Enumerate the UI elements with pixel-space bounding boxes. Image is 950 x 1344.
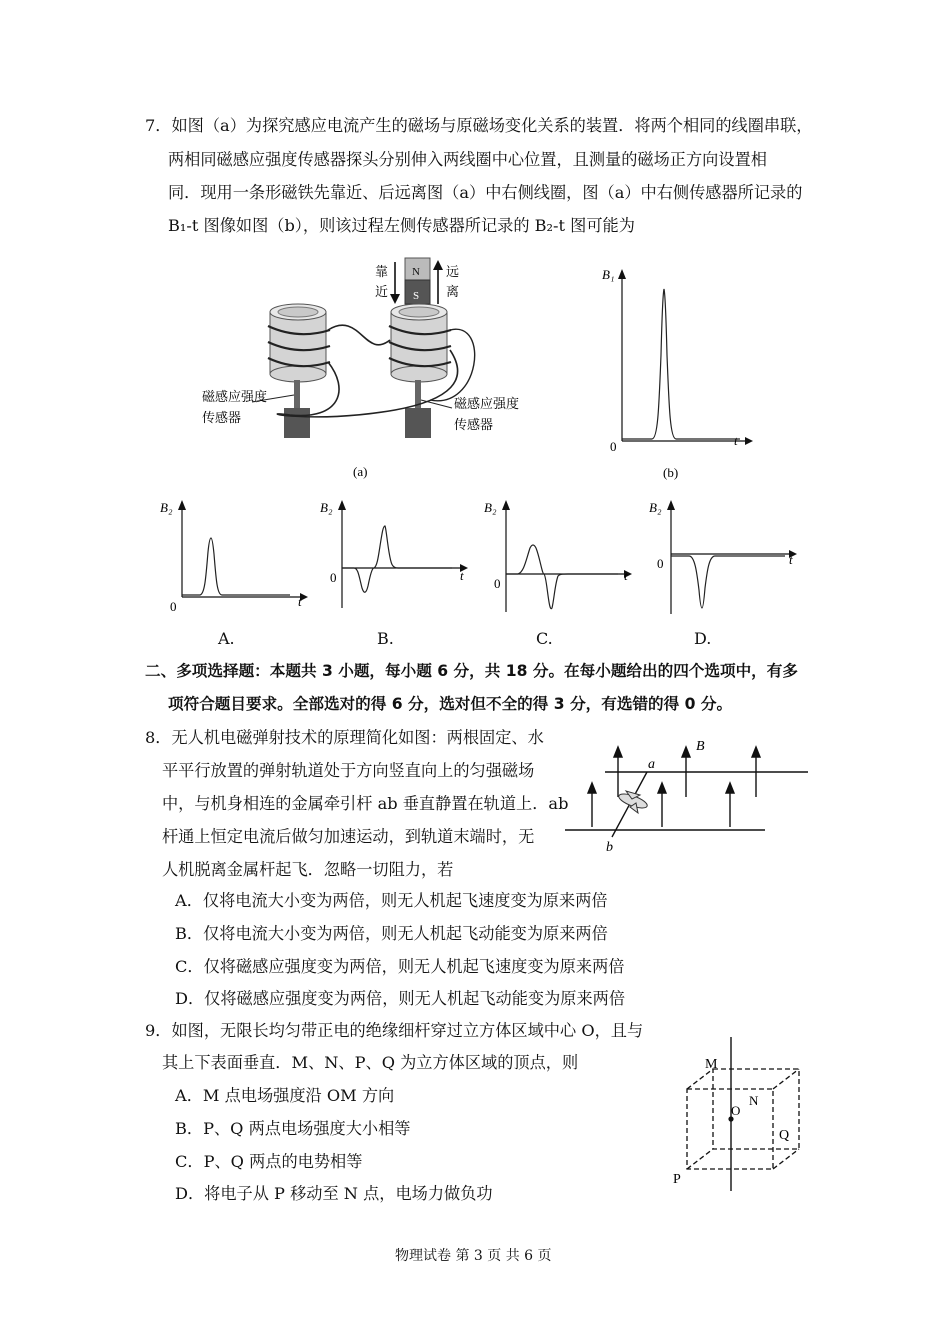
q8-option-a: A．仅将电流大小变为两倍，则无人机起飞速度变为原来两倍 bbox=[175, 891, 608, 910]
q7-line-2: 两相同磁感应强度传感器探头分别伸入两线圈中心位置，且测量的磁场正方向设置相 bbox=[168, 150, 767, 169]
bar-magnet bbox=[405, 258, 430, 304]
option-b-letter: B. bbox=[377, 629, 394, 648]
option-d-graph bbox=[645, 490, 815, 620]
option-c-letter: C. bbox=[536, 629, 553, 648]
option-b-graph bbox=[312, 490, 482, 615]
option-a-graph bbox=[150, 490, 320, 615]
q9-line-2: 其上下表面垂直．M、N、P、Q 为立方体区域的顶点，则 bbox=[162, 1053, 579, 1072]
q8-line-4: 杆通上恒定电流后做匀加速运动，到轨道末端时，无 bbox=[162, 827, 535, 846]
right-coil bbox=[389, 304, 451, 438]
option-d-ylabel: B₂ bbox=[649, 500, 662, 515]
option-b-xlabel: t bbox=[460, 568, 464, 583]
left-coil bbox=[268, 304, 330, 438]
option-a-ylabel: B₂ bbox=[160, 500, 173, 515]
q9-option-a: A．M 点电场强度沿 OM 方向 bbox=[175, 1086, 395, 1105]
magnet-n-label: N bbox=[412, 266, 420, 278]
q8-option-d: D．仅将磁感应强度变为两倍，则无人机起飞动能变为原来两倍 bbox=[175, 989, 626, 1008]
option-c-xlabel: t bbox=[624, 568, 628, 583]
figure-a-caption: (a) bbox=[353, 464, 368, 479]
page-footer: 物理试卷 第 3 页 共 6 页 bbox=[395, 1248, 552, 1264]
option-c-origin: 0 bbox=[494, 576, 501, 591]
q9-option-b: B．P、Q 两点电场强度大小相等 bbox=[175, 1119, 411, 1138]
q8-point-a-label: a bbox=[648, 757, 655, 772]
section2-line-2: 项符合题目要求。全部选对的得 6 分，选对但不全的得 3 分，有选错的得 0 分。 bbox=[168, 695, 733, 713]
figure-b-xlabel: t bbox=[734, 433, 738, 448]
option-d-letter: D. bbox=[694, 629, 712, 648]
magnetic-field-arrows bbox=[588, 747, 760, 827]
right-sensor-label-1: 磁感应强度 bbox=[454, 396, 520, 411]
figure-b-caption: (b) bbox=[663, 465, 679, 480]
q8-line-1: 8．无人机电磁弹射技术的原理简化如图：两根固定、水 bbox=[145, 728, 544, 747]
q8-line-5: 人机脱离金属杆起飞．忽略一切阻力，若 bbox=[162, 860, 454, 879]
q8-line-2: 平平行放置的弹射轨道处于方向竖直向上的匀强磁场 bbox=[162, 761, 535, 780]
q7-line-1: 7．如图（a）为探究感应电流产生的磁场与原磁场变化关系的装置．将两个相同的线圈串联， bbox=[145, 116, 813, 135]
figure-b-ylabel: B₁ bbox=[602, 267, 615, 282]
figure-a-coil-apparatus bbox=[190, 250, 550, 490]
magnet-s-label: S bbox=[413, 290, 420, 302]
option-a-xlabel: t bbox=[298, 594, 302, 609]
leave-label-1: 远 bbox=[446, 264, 460, 279]
figure-b-b1-graph bbox=[600, 255, 760, 485]
q8-rail-figure bbox=[560, 735, 820, 855]
option-a-letter: A. bbox=[218, 629, 235, 648]
figure-b-origin: 0 bbox=[610, 439, 617, 454]
vertex-m-label: M bbox=[705, 1057, 718, 1072]
option-c-ylabel: B₂ bbox=[484, 500, 497, 515]
vertex-p-label: P bbox=[673, 1172, 681, 1187]
approach-label-2: 近 bbox=[375, 284, 389, 299]
q9-option-d: D．将电子从 P 移动至 N 点，电场力做负功 bbox=[175, 1184, 493, 1203]
q9-line-1: 9．如图，无限长均匀带正电的绝缘细杆穿过立方体区域中心 O，且与 bbox=[145, 1021, 644, 1040]
q8-point-b-label: b bbox=[606, 840, 613, 855]
center-o-label: O bbox=[731, 1103, 741, 1118]
option-c-graph bbox=[478, 490, 648, 620]
q8-option-c: C．仅将磁感应强度变为两倍，则无人机起飞速度变为原来两倍 bbox=[175, 957, 625, 976]
vertex-n-label: N bbox=[749, 1093, 759, 1108]
q8-line-3: 中，与机身相连的金属牵引杆 ab 垂直静置在轨道上．ab bbox=[162, 794, 569, 813]
leave-label-2: 离 bbox=[446, 284, 460, 299]
drone-icon bbox=[617, 791, 649, 813]
option-d-xlabel: t bbox=[789, 552, 793, 567]
q7-line-4: B₁-t 图像如图（b），则该过程左侧传感器所记录的 B₂-t 图可能为 bbox=[168, 216, 635, 235]
section2-line-1: 二、多项选择题：本题共 3 小题，每小题 6 分，共 18 分。在每小题给出的四个选项中，有多 bbox=[145, 662, 798, 680]
option-d-origin: 0 bbox=[657, 556, 664, 571]
vertex-q-label: Q bbox=[779, 1128, 790, 1143]
approach-label-1: 靠 bbox=[375, 264, 389, 279]
right-sensor-label-2: 传感器 bbox=[454, 417, 494, 432]
option-b-ylabel: B₂ bbox=[320, 500, 333, 515]
q8-field-label: B bbox=[696, 739, 705, 754]
q9-option-c: C．P、Q 两点的电势相等 bbox=[175, 1152, 363, 1171]
left-sensor-label-2: 传感器 bbox=[202, 410, 242, 425]
option-a-origin: 0 bbox=[170, 599, 177, 614]
q8-option-b: B．仅将电流大小变为两倍，则无人机起飞动能变为原来两倍 bbox=[175, 924, 608, 943]
q7-line-3: 同．现用一条形磁铁先靠近、后远离图（a）中右侧线圈，图（a）中右侧传感器所记录的 bbox=[168, 183, 803, 202]
q9-cube-figure bbox=[665, 1035, 815, 1195]
option-b-origin: 0 bbox=[330, 570, 337, 585]
left-sensor-label-1: 磁感应强度 bbox=[202, 389, 268, 404]
